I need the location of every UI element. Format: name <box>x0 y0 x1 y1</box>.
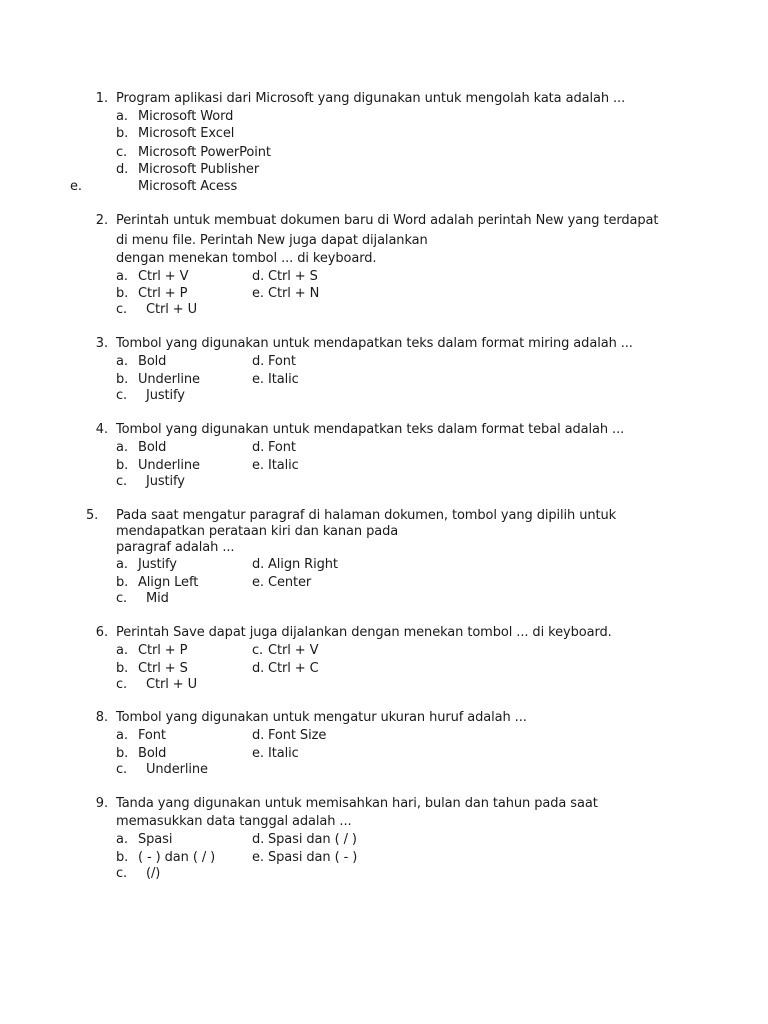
option-text: Microsoft PowerPoint <box>138 145 271 160</box>
option-letter: b. <box>116 661 129 676</box>
option-text: Underline <box>138 458 200 473</box>
option-text: Italic <box>268 372 299 387</box>
option-letter: c. <box>116 474 128 489</box>
option-text: Center <box>268 575 312 590</box>
question-text: Program aplikasi dari Microsoft yang digunakan untuk mengolah kata adalah ... <box>116 91 626 106</box>
option-text: Font <box>268 354 296 369</box>
option-letter: d. <box>252 440 265 455</box>
option-letter: e. <box>252 372 264 387</box>
option-text: Justify <box>138 557 177 572</box>
option-text: Align Right <box>268 557 338 572</box>
option-letter: d. <box>252 832 265 847</box>
question-number: 5. <box>86 508 99 523</box>
question-text: memasukkan data tanggal adalah ... <box>116 814 352 829</box>
option-letter: e. <box>252 746 264 761</box>
option-letter: c. <box>116 677 128 692</box>
option-text: Bold <box>138 440 167 455</box>
question-text: Perintah Save dapat juga dijalankan dengan menekan tombol ... di keyboard. <box>116 625 612 640</box>
option-letter: a. <box>116 557 128 572</box>
option-letter: c. <box>116 388 128 403</box>
option-letter: d. <box>252 728 265 743</box>
option-letter: d. <box>252 557 265 572</box>
option-text: Microsoft Word <box>138 109 234 124</box>
question-number: 4. <box>95 422 108 437</box>
option-text: Justify <box>146 474 185 489</box>
option-letter: a. <box>116 354 128 369</box>
option-letter: e. <box>70 179 82 194</box>
question-text: mendapatkan perataan kiri dan kanan pada <box>116 524 399 539</box>
option-text: ( - ) dan ( / ) <box>138 850 216 865</box>
question-number: 3. <box>95 336 108 351</box>
option-text: Ctrl + V <box>268 643 319 658</box>
option-letter: a. <box>116 832 128 847</box>
question-text: Tombol yang digunakan untuk mendapatkan teks dalam format tebal adalah ... <box>116 422 625 437</box>
option-text: Mid <box>146 591 169 606</box>
option-text: Underline <box>146 762 208 777</box>
option-letter: e. <box>252 458 264 473</box>
option-text: Font <box>268 440 296 455</box>
option-text: Bold <box>138 354 167 369</box>
question-text: Tanda yang digunakan untuk memisahkan hari, bulan dan tahun pada saat <box>116 796 598 811</box>
question-number: 9. <box>95 796 108 811</box>
option-text: Microsoft Publisher <box>138 162 260 177</box>
option-letter: a. <box>116 728 128 743</box>
option-letter: d. <box>252 354 265 369</box>
option-text: Ctrl + N <box>268 286 320 301</box>
option-text: Spasi dan ( / ) <box>268 832 357 847</box>
option-letter: a. <box>116 109 128 124</box>
question-number: 1. <box>95 91 108 106</box>
option-text: Ctrl + U <box>146 302 198 317</box>
option-letter: b. <box>116 126 129 141</box>
option-text: Ctrl + S <box>138 661 188 676</box>
option-letter: e. <box>252 286 264 301</box>
option-text: Ctrl + P <box>138 643 188 658</box>
option-text: Ctrl + V <box>138 269 189 284</box>
option-text: Spasi <box>138 832 173 847</box>
option-text: (/) <box>146 866 161 881</box>
option-text: Ctrl + S <box>268 269 318 284</box>
option-letter: a. <box>116 269 128 284</box>
option-text: Microsoft Excel <box>138 126 235 141</box>
option-text: Ctrl + C <box>268 661 319 676</box>
option-text: Bold <box>138 746 167 761</box>
question-text: Pada saat mengatur paragraf di halaman dokumen, tombol yang dipilih untuk <box>116 508 617 523</box>
question-text: Perintah untuk membuat dokumen baru di Word adalah perintah New yang terdapat <box>116 213 659 228</box>
option-text: Underline <box>138 372 200 387</box>
option-letter: c. <box>116 302 128 317</box>
option-text: Italic <box>268 458 299 473</box>
question-number: 2. <box>95 213 108 228</box>
option-text: Ctrl + P <box>138 286 188 301</box>
option-letter: b. <box>116 575 129 590</box>
option-letter: a. <box>116 440 128 455</box>
option-letter: b. <box>116 372 129 387</box>
question-text: Tombol yang digunakan untuk mengatur ukuran huruf adalah ... <box>116 710 527 725</box>
option-text: Microsoft Acess <box>138 179 238 194</box>
question-number: 8. <box>95 710 108 725</box>
option-letter: c. <box>116 866 128 881</box>
option-letter: c. <box>116 145 128 160</box>
option-letter: d. <box>252 661 265 676</box>
question-text: Tombol yang digunakan untuk mendapatkan teks dalam format miring adalah ... <box>116 336 633 351</box>
option-letter: b. <box>116 458 129 473</box>
question-number: 6. <box>95 625 108 640</box>
option-text: Spasi dan ( - ) <box>268 850 358 865</box>
option-letter: b. <box>116 746 129 761</box>
option-letter: c. <box>116 762 128 777</box>
question-text: di menu file. Perintah New juga dapat dijalankan <box>116 233 428 248</box>
option-letter: d. <box>252 269 265 284</box>
option-text: Align Left <box>138 575 199 590</box>
option-letter: b. <box>116 850 129 865</box>
option-text: Font Size <box>268 728 327 743</box>
option-text: Justify <box>146 388 185 403</box>
option-letter: e. <box>252 575 264 590</box>
option-letter: d. <box>116 162 129 177</box>
option-letter: c. <box>116 591 128 606</box>
option-letter: b. <box>116 286 129 301</box>
question-text: paragraf adalah ... <box>116 540 235 555</box>
option-letter: e. <box>252 850 264 865</box>
option-text: Italic <box>268 746 299 761</box>
option-text: Ctrl + U <box>146 677 198 692</box>
option-letter: c. <box>252 643 264 658</box>
option-text: Font <box>138 728 166 743</box>
option-letter: a. <box>116 643 128 658</box>
question-text: dengan menekan tombol ... di keyboard. <box>116 251 377 266</box>
